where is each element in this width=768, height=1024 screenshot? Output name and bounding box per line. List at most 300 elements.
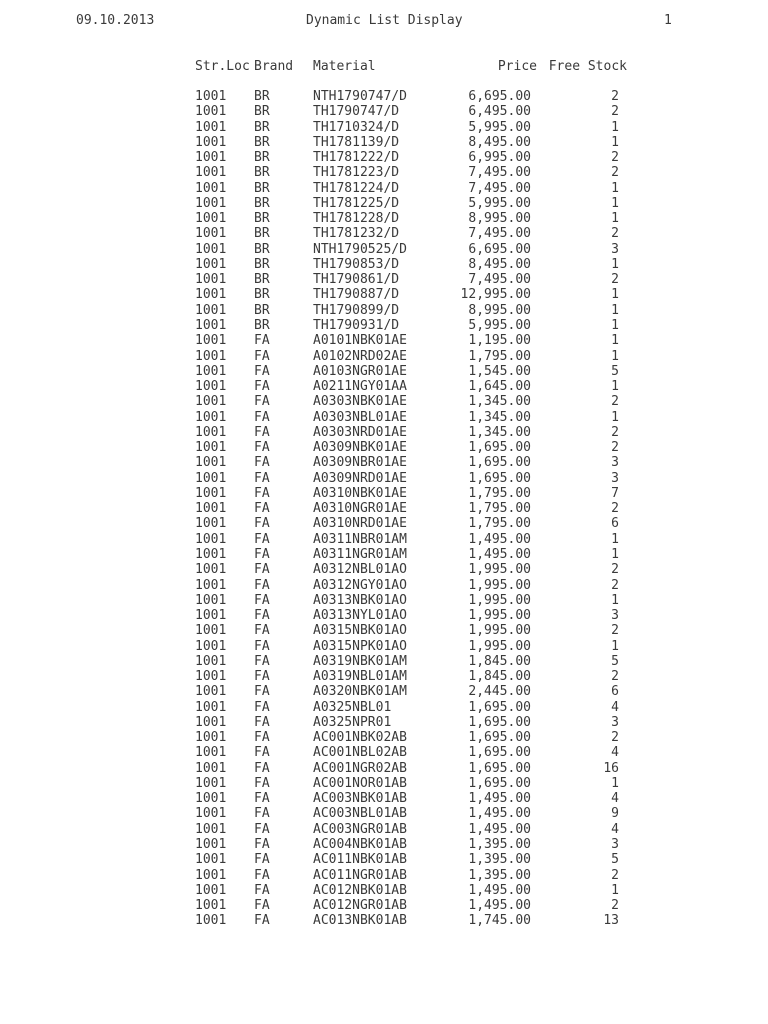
cell-price: 7,495.00 [468,226,531,242]
cell-material: TH1790861/D [313,272,400,288]
cell-price: 1,795.00 [468,348,531,364]
cell-str-loc: 1001 [195,669,227,685]
cell-price: 1,345.00 [468,394,531,410]
cell-price: 1,995.00 [468,638,531,654]
list-row [0,578,768,593]
cell-str-loc: 1001 [195,195,227,211]
cell-material: A0311NGR01AM [313,546,407,562]
cell-str-loc: 1001 [195,791,227,807]
cell-brand: FA [254,760,270,776]
cell-str-loc: 1001 [195,775,227,791]
cell-material: A0303NBL01AE [313,409,407,425]
list-row [0,593,768,608]
cell-free-stock: 2 [611,562,619,578]
cell-str-loc: 1001 [195,806,227,822]
list-row [0,226,768,241]
cell-price: 1,795.00 [468,516,531,532]
cell-price: 1,845.00 [468,653,531,669]
cell-free-stock: 1 [611,134,619,150]
cell-price: 1,495.00 [468,531,531,547]
cell-material: TH1790931/D [313,317,400,333]
cell-material: A0309NBK01AE [313,440,407,456]
cell-brand: FA [254,775,270,791]
cell-str-loc: 1001 [195,760,227,776]
cell-brand: BR [254,241,270,257]
list-row [0,165,768,180]
cell-material: A0311NBR01AM [313,531,407,547]
list-row [0,913,768,928]
cell-str-loc: 1001 [195,470,227,486]
cell-price: 1,795.00 [468,501,531,517]
cell-str-loc: 1001 [195,317,227,333]
cell-material: AC003NBK01AB [313,791,407,807]
cell-price: 1,695.00 [468,745,531,761]
cell-free-stock: 1 [611,592,619,608]
cell-str-loc: 1001 [195,211,227,227]
list-row [0,776,768,791]
list-row [0,394,768,409]
cell-price: 1,395.00 [468,867,531,883]
cell-free-stock: 3 [611,241,619,257]
cell-price: 8,995.00 [468,211,531,227]
cell-str-loc: 1001 [195,241,227,257]
cell-material: A0313NBK01AO [313,592,407,608]
cell-price: 12,995.00 [460,287,531,303]
cell-brand: FA [254,485,270,501]
cell-material: A0101NBK01AE [313,333,407,349]
cell-brand: BR [254,272,270,288]
cell-free-stock: 1 [611,195,619,211]
list-row [0,639,768,654]
cell-free-stock: 1 [611,302,619,318]
cell-price: 2,445.00 [468,684,531,700]
list-row [0,806,768,821]
cell-free-stock: 1 [611,317,619,333]
cell-str-loc: 1001 [195,867,227,883]
list-row [0,135,768,150]
list-row [0,440,768,455]
cell-brand: FA [254,699,270,715]
list-row [0,364,768,379]
cell-str-loc: 1001 [195,379,227,395]
cell-str-loc: 1001 [195,837,227,853]
cell-material: TH1790747/D [313,104,400,120]
cell-brand: FA [254,669,270,685]
cell-brand: FA [254,714,270,730]
cell-free-stock: 2 [611,577,619,593]
list-row [0,120,768,135]
cell-free-stock: 1 [611,211,619,227]
list-row [0,104,768,119]
cell-material: AC001NBL02AB [313,745,407,761]
cell-brand: FA [254,440,270,456]
cell-str-loc: 1001 [195,898,227,914]
list-row [0,303,768,318]
list-row [0,486,768,501]
cell-price: 1,695.00 [468,775,531,791]
column-header-material: Material [313,59,376,74]
cell-material: A0319NBL01AM [313,669,407,685]
report-title: Dynamic List Display [306,13,463,28]
cell-free-stock: 2 [611,898,619,914]
cell-brand: FA [254,501,270,517]
cell-free-stock: 2 [611,730,619,746]
cell-str-loc: 1001 [195,134,227,150]
cell-str-loc: 1001 [195,821,227,837]
cell-material: TH1781228/D [313,211,400,227]
cell-material: TH1781139/D [313,134,400,150]
cell-price: 1,495.00 [468,821,531,837]
cell-material: A0313NYL01AO [313,608,407,624]
cell-free-stock: 1 [611,379,619,395]
cell-str-loc: 1001 [195,363,227,379]
cell-brand: FA [254,577,270,593]
cell-price: 7,495.00 [468,180,531,196]
cell-str-loc: 1001 [195,424,227,440]
cell-str-loc: 1001 [195,623,227,639]
cell-material: A0211NGY01AA [313,379,407,395]
cell-brand: FA [254,837,270,853]
cell-str-loc: 1001 [195,348,227,364]
cell-str-loc: 1001 [195,180,227,196]
cell-material: AC001NOR01AB [313,775,407,791]
cell-free-stock: 2 [611,424,619,440]
cell-brand: FA [254,424,270,440]
cell-material: A0103NGR01AE [313,363,407,379]
cell-str-loc: 1001 [195,730,227,746]
cell-price: 1,995.00 [468,623,531,639]
cell-str-loc: 1001 [195,440,227,456]
list-row [0,501,768,516]
cell-material: NTH1790525/D [313,241,407,257]
cell-free-stock: 2 [611,394,619,410]
cell-free-stock: 2 [611,104,619,120]
cell-material: TH1781224/D [313,180,400,196]
cell-price: 8,495.00 [468,134,531,150]
cell-brand: FA [254,745,270,761]
cell-free-stock: 3 [611,470,619,486]
cell-str-loc: 1001 [195,455,227,471]
cell-price: 1,995.00 [468,577,531,593]
list-row [0,608,768,623]
cell-brand: BR [254,119,270,135]
cell-free-stock: 1 [611,638,619,654]
cell-free-stock: 4 [611,821,619,837]
stock-list [0,89,768,929]
list-row [0,761,768,776]
cell-brand: FA [254,363,270,379]
list-row [0,837,768,852]
cell-free-stock: 1 [611,333,619,349]
list-row [0,181,768,196]
list-row [0,379,768,394]
cell-brand: FA [254,592,270,608]
cell-material: AC011NBK01AB [313,852,407,868]
list-row [0,242,768,257]
list-row [0,730,768,745]
cell-free-stock: 1 [611,409,619,425]
cell-price: 1,695.00 [468,455,531,471]
list-row [0,196,768,211]
cell-str-loc: 1001 [195,638,227,654]
cell-str-loc: 1001 [195,684,227,700]
cell-str-loc: 1001 [195,608,227,624]
cell-brand: BR [254,134,270,150]
list-row [0,654,768,669]
cell-material: AC013NBK01AB [313,913,407,929]
cell-price: 1,695.00 [468,730,531,746]
cell-str-loc: 1001 [195,104,227,120]
cell-brand: FA [254,821,270,837]
list-row [0,745,768,760]
cell-free-stock: 2 [611,150,619,166]
cell-price: 1,495.00 [468,882,531,898]
cell-material: TH1781223/D [313,165,400,181]
cell-brand: FA [254,882,270,898]
cell-brand: BR [254,317,270,333]
cell-material: A0102NRD02AE [313,348,407,364]
cell-material: A0310NGR01AE [313,501,407,517]
cell-material: A0310NRD01AE [313,516,407,532]
cell-free-stock: 1 [611,348,619,364]
cell-price: 7,495.00 [468,165,531,181]
cell-brand: FA [254,348,270,364]
list-row [0,349,768,364]
cell-price: 1,695.00 [468,470,531,486]
list-row [0,868,768,883]
cell-material: A0303NRD01AE [313,424,407,440]
cell-price: 1,845.00 [468,669,531,685]
cell-material: TH1790887/D [313,287,400,303]
cell-material: A0312NGY01AO [313,577,407,593]
cell-price: 6,695.00 [468,241,531,257]
cell-free-stock: 2 [611,272,619,288]
cell-brand: FA [254,898,270,914]
cell-brand: BR [254,104,270,120]
list-row [0,700,768,715]
cell-brand: BR [254,195,270,211]
cell-price: 1,395.00 [468,852,531,868]
cell-brand: BR [254,89,270,104]
cell-str-loc: 1001 [195,714,227,730]
cell-brand: BR [254,256,270,272]
cell-str-loc: 1001 [195,150,227,166]
cell-str-loc: 1001 [195,302,227,318]
cell-price: 1,795.00 [468,485,531,501]
cell-brand: FA [254,516,270,532]
cell-material: A0325NBL01 [313,699,392,715]
cell-str-loc: 1001 [195,501,227,517]
cell-brand: FA [254,867,270,883]
cell-material: A0319NBK01AM [313,653,407,669]
cell-brand: FA [254,531,270,547]
list-row [0,318,768,333]
cell-price: 1,645.00 [468,379,531,395]
cell-free-stock: 2 [611,165,619,181]
cell-price: 1,695.00 [468,714,531,730]
cell-price: 5,995.00 [468,317,531,333]
cell-free-stock: 2 [611,623,619,639]
list-row [0,257,768,272]
cell-price: 6,995.00 [468,150,531,166]
cell-free-stock: 7 [611,485,619,501]
cell-price: 1,695.00 [468,440,531,456]
cell-material: AC004NBK01AB [313,837,407,853]
cell-brand: BR [254,302,270,318]
list-row [0,333,768,348]
cell-material: AC001NBK02AB [313,730,407,746]
cell-free-stock: 3 [611,455,619,471]
cell-free-stock: 3 [611,837,619,853]
cell-material: A0315NPK01AO [313,638,407,654]
cell-free-stock: 9 [611,806,619,822]
cell-brand: FA [254,409,270,425]
list-row [0,425,768,440]
cell-free-stock: 1 [611,546,619,562]
cell-free-stock: 2 [611,501,619,517]
cell-free-stock: 1 [611,256,619,272]
report-date: 09.10.2013 [76,13,155,28]
cell-material: A0325NPR01 [313,714,392,730]
cell-free-stock: 2 [611,669,619,685]
cell-price: 1,745.00 [468,913,531,929]
cell-brand: FA [254,806,270,822]
cell-price: 1,995.00 [468,592,531,608]
cell-free-stock: 5 [611,363,619,379]
cell-str-loc: 1001 [195,699,227,715]
cell-brand: FA [254,730,270,746]
cell-free-stock: 2 [611,440,619,456]
cell-price: 1,995.00 [468,608,531,624]
cell-price: 1,495.00 [468,791,531,807]
cell-free-stock: 3 [611,714,619,730]
cell-brand: FA [254,623,270,639]
cell-material: TH1781225/D [313,195,400,211]
cell-str-loc: 1001 [195,165,227,181]
cell-price: 7,495.00 [468,272,531,288]
cell-brand: FA [254,455,270,471]
list-row [0,455,768,470]
cell-price: 5,995.00 [468,195,531,211]
cell-brand: FA [254,684,270,700]
column-header-free-stock: Free Stock [548,59,627,74]
cell-str-loc: 1001 [195,882,227,898]
cell-price: 8,495.00 [468,256,531,272]
cell-price: 1,345.00 [468,424,531,440]
cell-free-stock: 4 [611,791,619,807]
cell-free-stock: 2 [611,867,619,883]
cell-material: A0312NBL01AO [313,562,407,578]
cell-str-loc: 1001 [195,394,227,410]
cell-price: 1,195.00 [468,333,531,349]
cell-str-loc: 1001 [195,119,227,135]
cell-str-loc: 1001 [195,516,227,532]
cell-str-loc: 1001 [195,852,227,868]
cell-free-stock: 4 [611,745,619,761]
cell-material: AC001NGR02AB [313,760,407,776]
cell-material: A0309NRD01AE [313,470,407,486]
cell-str-loc: 1001 [195,546,227,562]
cell-brand: FA [254,470,270,486]
cell-free-stock: 1 [611,775,619,791]
cell-brand: FA [254,546,270,562]
cell-free-stock: 16 [603,760,619,776]
cell-str-loc: 1001 [195,745,227,761]
cell-free-stock: 1 [611,287,619,303]
cell-brand: FA [254,394,270,410]
cell-brand: FA [254,562,270,578]
list-row [0,791,768,806]
cell-brand: FA [254,638,270,654]
cell-free-stock: 4 [611,699,619,715]
cell-brand: FA [254,653,270,669]
column-header-str-loc: Str.Loc [195,59,250,74]
cell-brand: FA [254,791,270,807]
cell-material: A0309NBR01AE [313,455,407,471]
cell-free-stock: 2 [611,89,619,104]
cell-brand: FA [254,333,270,349]
cell-str-loc: 1001 [195,562,227,578]
list-row [0,715,768,730]
cell-material: AC012NBK01AB [313,882,407,898]
column-header-brand: Brand [254,59,294,74]
list-row [0,272,768,287]
cell-free-stock: 6 [611,684,619,700]
cell-material: A0310NBK01AE [313,485,407,501]
list-row [0,684,768,699]
list-row [0,516,768,531]
list-row [0,287,768,302]
cell-material: TH1710324/D [313,119,400,135]
list-row [0,669,768,684]
cell-material: A0315NBK01AO [313,623,407,639]
cell-price: 1,695.00 [468,699,531,715]
page-number: 1 [664,13,672,28]
list-row [0,471,768,486]
cell-str-loc: 1001 [195,89,227,104]
cell-free-stock: 5 [611,653,619,669]
cell-material: NTH1790747/D [313,89,407,104]
cell-material: AC003NBL01AB [313,806,407,822]
cell-free-stock: 1 [611,882,619,898]
list-row [0,822,768,837]
cell-price: 1,395.00 [468,837,531,853]
cell-str-loc: 1001 [195,409,227,425]
cell-material: TH1781222/D [313,150,400,166]
cell-brand: BR [254,150,270,166]
list-row [0,211,768,226]
cell-str-loc: 1001 [195,653,227,669]
list-row [0,562,768,577]
cell-material: AC012NGR01AB [313,898,407,914]
column-header-row [0,58,768,76]
cell-free-stock: 6 [611,516,619,532]
cell-str-loc: 1001 [195,226,227,242]
list-row [0,89,768,104]
cell-brand: FA [254,608,270,624]
cell-price: 1,545.00 [468,363,531,379]
cell-price: 6,495.00 [468,104,531,120]
list-row [0,547,768,562]
cell-material: AC011NGR01AB [313,867,407,883]
cell-price: 1,345.00 [468,409,531,425]
cell-free-stock: 2 [611,226,619,242]
list-row [0,410,768,425]
cell-str-loc: 1001 [195,531,227,547]
cell-brand: BR [254,226,270,242]
cell-brand: FA [254,379,270,395]
list-row [0,883,768,898]
